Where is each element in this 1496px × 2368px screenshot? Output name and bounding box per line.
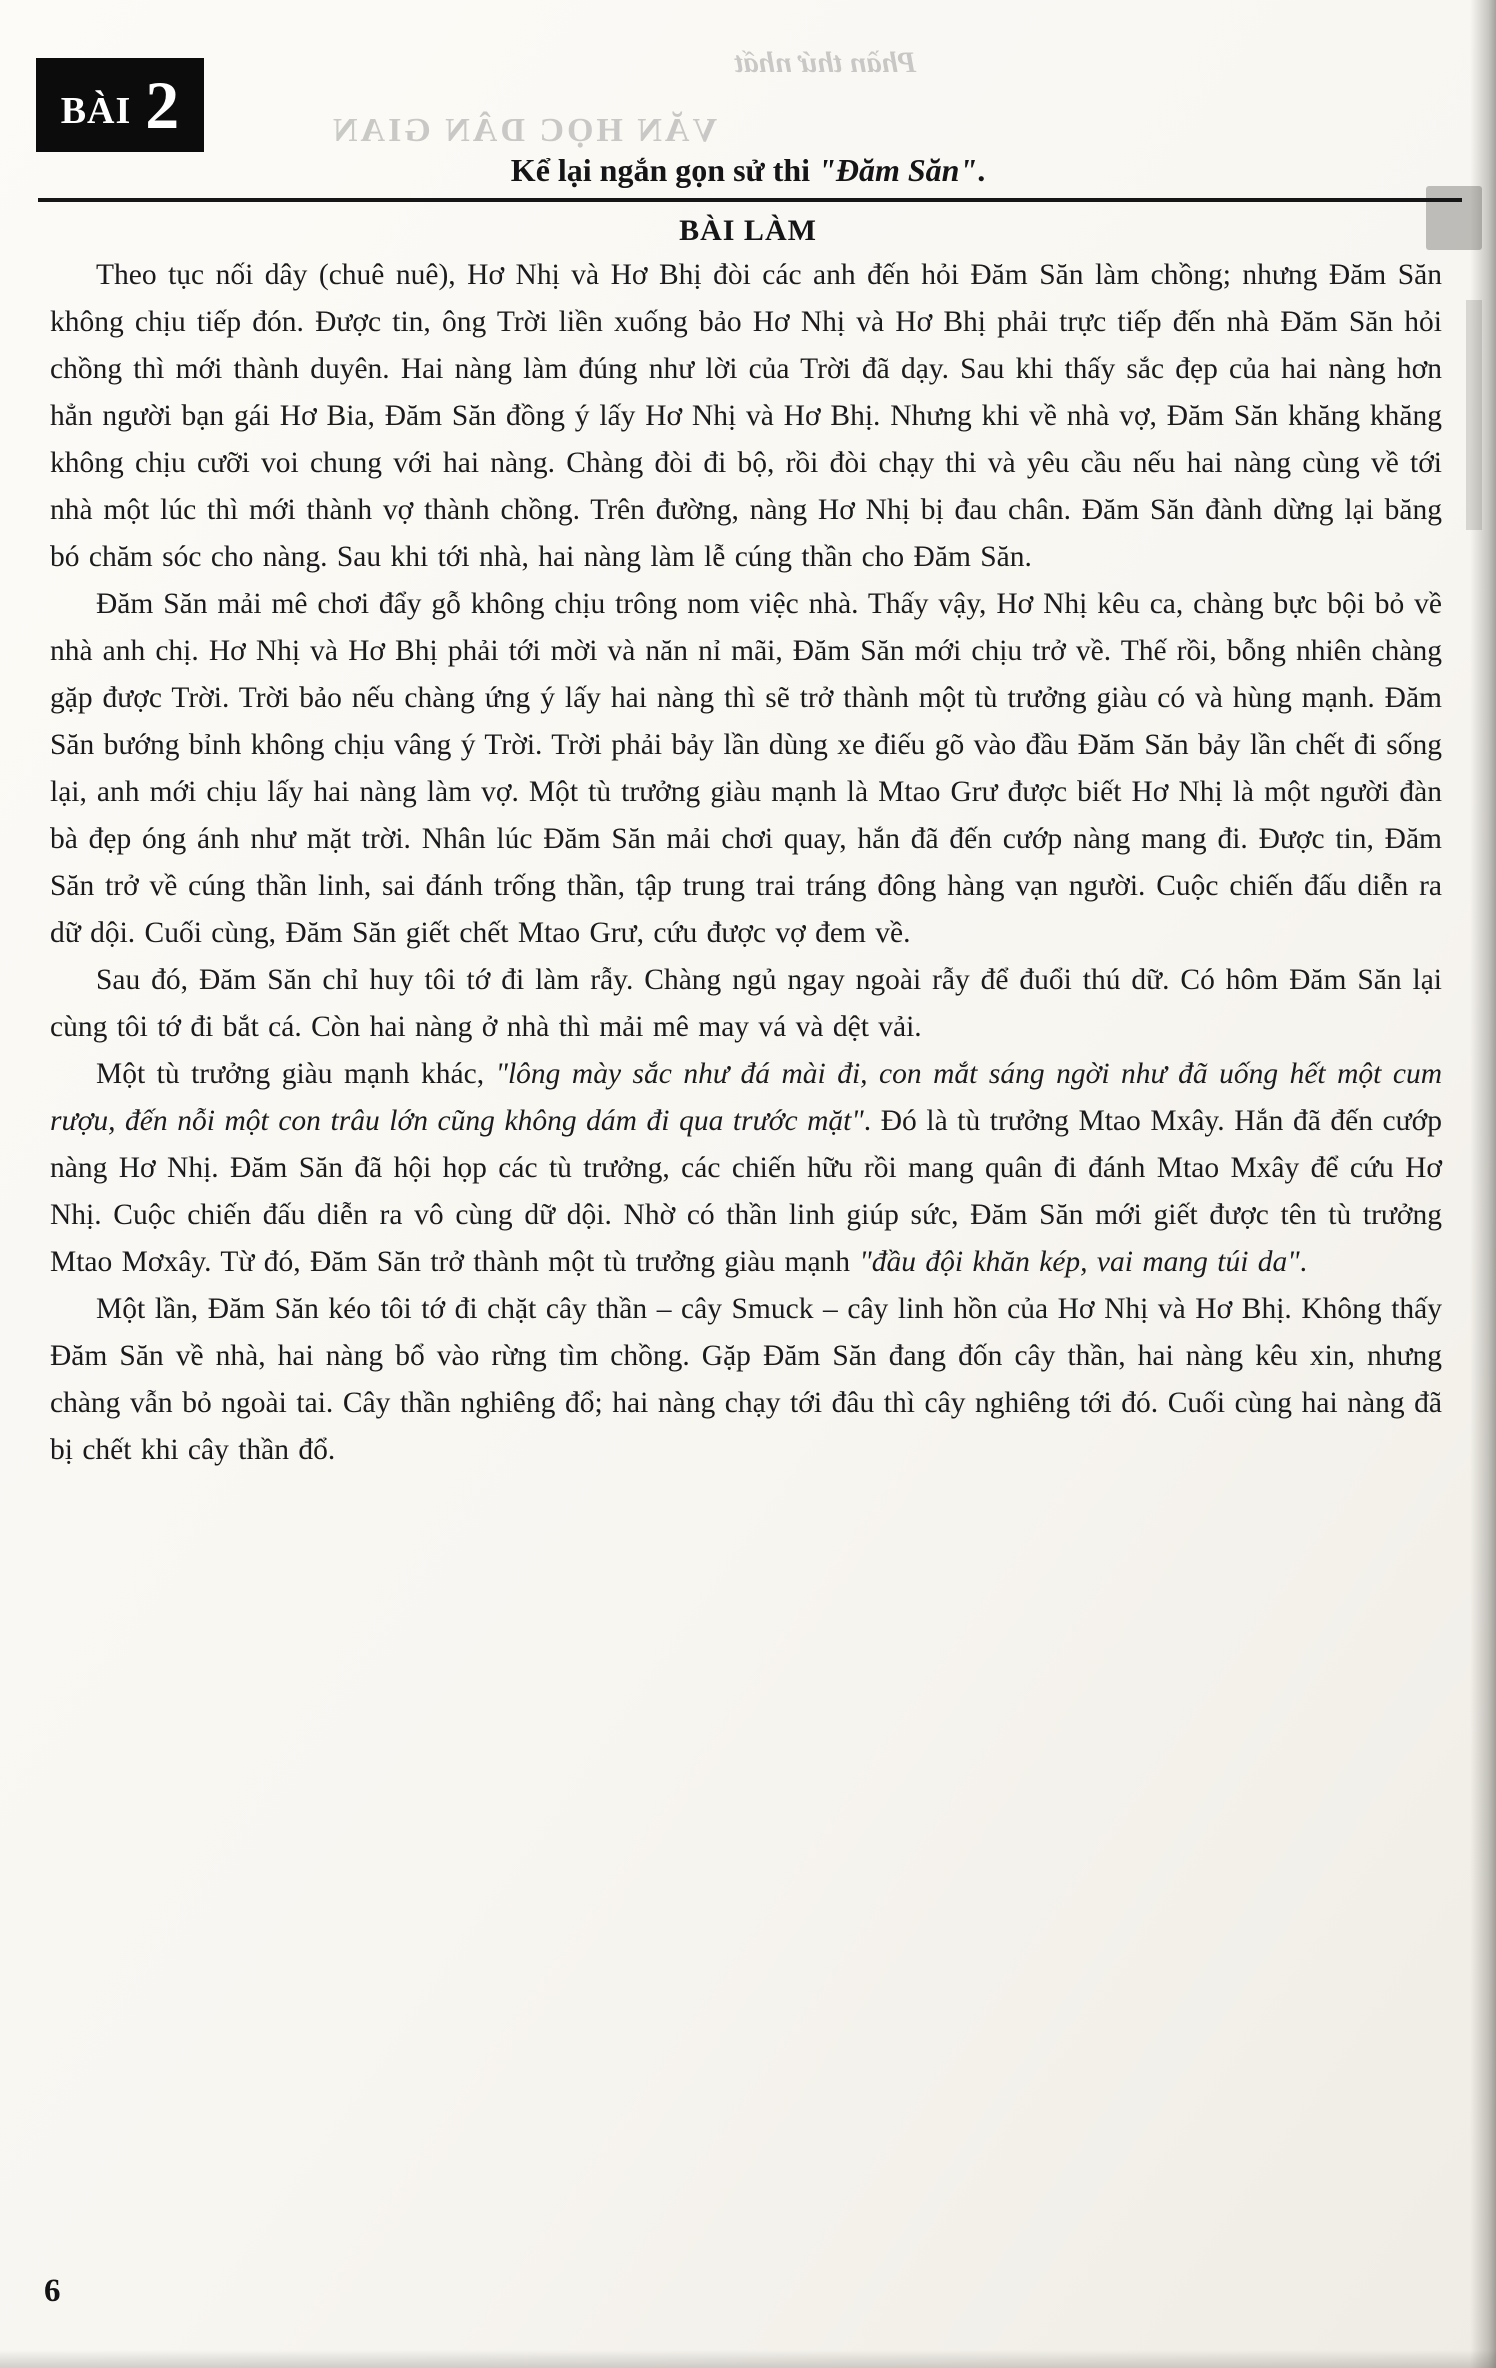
text-segment: .	[1299, 1246, 1308, 1278]
text-segment: Một lần, Đăm Săn kéo tôi tớ đi chặt cây thần – cây Smuck – cây linh hồn của Hơ Nhị và Hơ Bhị. Không thấy Đăm Săn về nhà, hai nàng bổ vào rừng tìm chồng. Gặp Đăm Săn đang đốn cây thần, hai nàng kêu xin, nhưng chàng vẫn bỏ ngoài tai. Cây thần nghiêng đổ; hai nàng chạy tới đâu thì cây nghiêng tới đó. Cuối cùng hai nàng đã bị chết khi cây thần đổ.	[50, 1293, 1442, 1466]
essay-title	[0, 152, 1496, 189]
quoted-italic-text: "lông mày sắc như đá mài đi, con mắt sáng ngời như đã uống hết một cum rượu, đến nỗi một con trâu lớn cũng không dám đi qua trước mặt"	[50, 1058, 1442, 1137]
text-segment: .	[977, 152, 986, 188]
divider-rule	[38, 198, 1462, 202]
lesson-badge	[36, 58, 204, 152]
paragraph	[50, 957, 1442, 1051]
text-segment: Kể lại ngắn gọn sử thi	[510, 152, 819, 188]
paragraph	[50, 1286, 1442, 1474]
lesson-badge-word: BÀI	[60, 90, 132, 132]
bleed-through-text: Phần thứ nhất	[735, 46, 917, 79]
paragraph	[50, 252, 1442, 581]
quoted-italic-text: "đầu đội khăn kép, vai mang túi da"	[859, 1246, 1300, 1278]
scan-edge-right	[1470, 0, 1496, 2368]
paragraph	[50, 1051, 1442, 1286]
text-segment: . Đó là tù trưởng Mtao Mxây. Hắn đã đến cướp nàng Hơ Nhị. Đăm Săn đã hội họp các tù trưởng, các chiến hữu rồi mang quân đi đánh Mtao Mxây để cứu Hơ Nhị. Cuộc chiến đấu diễn ra vô cùng dữ dội. Nhờ có thần linh giúp sức, Đăm Săn mới giết được tên tù trưởng Mtao Mơxây. Từ đó, Đăm Săn trở thành một tù trưởng giàu mạnh	[50, 1105, 1442, 1278]
article-body	[50, 252, 1442, 1474]
quoted-italic-text: "Đăm Săn"	[818, 152, 978, 188]
scan-edge-bottom	[0, 2350, 1496, 2368]
bleed-through-text: VĂN HỌC DÂN GIAN	[330, 112, 718, 149]
paragraph	[50, 581, 1442, 957]
lesson-badge-number: 2	[145, 66, 180, 143]
page-number: 6	[44, 2273, 61, 2309]
text-segment: Đăm Săn mải mê chơi đẩy gỗ không chịu trông nom việc nhà. Thấy vậy, Hơ Nhị kêu ca, chàng bực bội bỏ về nhà anh chị. Hơ Nhị và Hơ Bhị phải tới mời và năn nỉ mãi, Đăm Săn mới chịu trở về. Thế rồi, bỗng nhiên chàng gặp được Trời. Trời bảo nếu chàng ứng ý lấy hai nàng thì sẽ trở thành một tù trưởng giàu có và hùng mạnh. Đăm Săn bướng bỉnh không chịu vâng ý Trời. Trời phải bảy lần dùng xe điếu gõ vào đầu Đăm Săn bảy lần chết đi sống lại, anh mới chịu lấy hai nàng làm vợ. Một tù trưởng giàu mạnh là Mtao Grư được biết Hơ Nhị là một người đàn bà đẹp óng ánh như mặt trời. Nhân lúc Đăm Săn mải chơi quay, hắn đã đến cướp nàng mang đi. Được tin, Đăm Săn trở về cúng thần linh, sai đánh trống thần, tập trung trai tráng đông hàng vạn người. Cuộc chiến đấu diễn ra dữ dội. Cuối cùng, Đăm Săn giết chết Mtao Grư, cứu được vợ đem về.	[50, 588, 1442, 949]
bai-lam-heading: BÀI LÀM	[679, 214, 817, 247]
text-segment: Sau đó, Đăm Săn chỉ huy tôi tớ đi làm rẫy. Chàng ngủ ngay ngoài rẫy để đuổi thú dữ. Có hôm Đăm Săn lại cùng tôi tớ đi bắt cá. Còn hai nàng ở nhà thì mải mê may vá và dệt vải.	[50, 964, 1442, 1043]
text-segment: Theo tục nối dây (chuê nuê), Hơ Nhị và Hơ Bhị đòi các anh đến hỏi Đăm Săn làm chồng; nhưng Đăm Săn không chịu tiếp đón. Được tin, ông Trời liền xuống bảo Hơ Nhị và Hơ Bhị phải trực tiếp đến nhà Đăm Săn hỏi chồng thì mới thành duyên. Hai nàng làm đúng như lời của Trời đã dạy. Sau khi thấy sắc đẹp của hai nàng hơn hẳn người bạn gái Hơ Bia, Đăm Săn đồng ý lấy Hơ Nhị và Hơ Bhị. Nhưng khi về nhà vợ, Đăm Săn khăng khăng không chịu cưỡi voi chung với hai nàng. Chàng đòi đi bộ, rồi đòi chạy thi và yêu cầu nếu hai nàng cùng về tới nhà một lúc thì mới thành vợ thành chồng. Trên đường, nàng Hơ Nhị bị đau chân. Đăm Săn đành dừng lại băng bó chăm sóc cho nàng. Sau khi tới nhà, hai nàng làm lễ cúng thần cho Đăm Săn.	[50, 259, 1442, 573]
text-segment: Một tù trưởng giàu mạnh khác,	[96, 1058, 496, 1090]
